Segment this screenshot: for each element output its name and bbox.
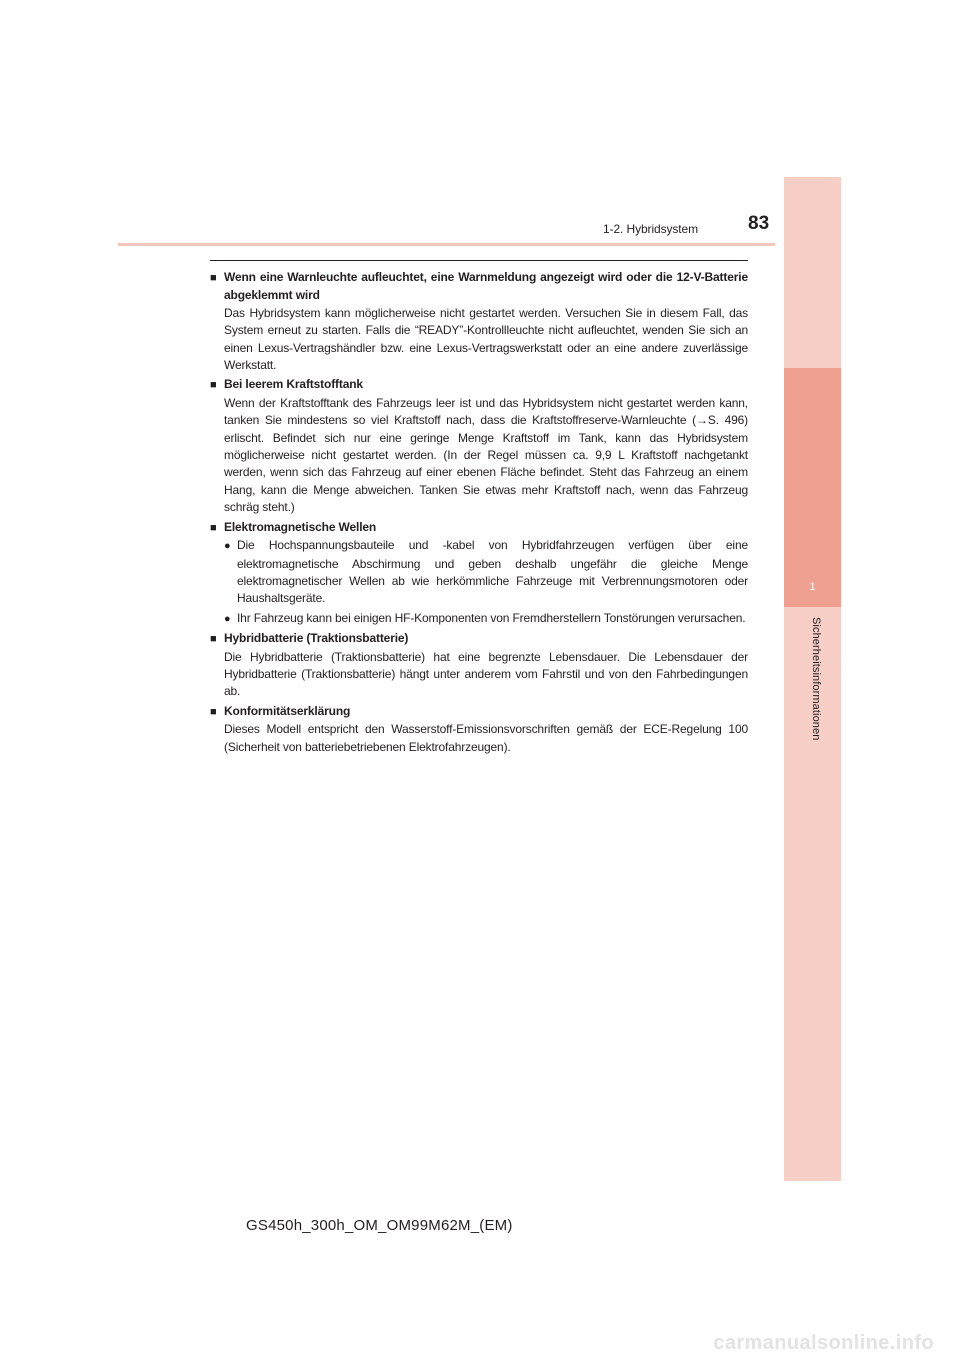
section-kraftstofftank	[210, 376, 748, 516]
square-bullet-icon: ■	[210, 521, 217, 534]
round-bullet-icon: ●	[224, 540, 231, 553]
square-bullet-icon: ■	[210, 272, 217, 284]
section-heading	[210, 519, 748, 537]
section-warnleuchte	[210, 269, 748, 374]
content	[210, 269, 748, 758]
content-rule	[210, 260, 748, 261]
section-elektromagnetische-wellen	[210, 519, 748, 628]
bullet-list	[210, 537, 748, 628]
list-item-text: Ihr Fahrzeug kann bei einigen HF-Komponenten von Fremdherstellern Tonstörungen verursachen.	[237, 610, 746, 625]
header-rule	[118, 243, 775, 246]
round-bullet-icon: ●	[224, 612, 231, 625]
section-heading-text: Konformitätserklärung	[224, 703, 351, 718]
section-body: Die Hybridbatterie (Traktionsbatterie) hat eine begrenzte Lebensdauer. Die Lebensdauer der Hybridbatterie (Traktionsbatterie) hängt unter anderem vom Fahrstil und von den Fahrbedingungen ab.	[224, 649, 748, 699]
square-bullet-icon: ■	[210, 633, 217, 646]
watermark: carmanualsonline.info	[713, 1332, 934, 1354]
page-number: 83	[748, 213, 770, 234]
square-bullet-icon: ■	[210, 379, 217, 392]
chapter-label: Sicherheitsinformationen	[810, 617, 822, 741]
section-heading	[210, 703, 748, 721]
section-body: Wenn der Kraftstofftank des Fahrzeugs leer ist und das Hybridsystem nicht gestartet werden kann, tanken Sie mindestens so viel Kraftstoff nach, dass die Kraftstoffreserve-Warnleuchte (→S. 496) erlischt. Befindet sich nur eine geringe Menge Kraftstoff im Tank, kann das Hybridsystem möglicherweise nicht gestartet werden. (In der Regel müssen ca. 9,9 L Kraftstoff nachgetankt werden, wenn sich das Fahrzeug auf einer ebenen Fläche befindet. Steht das Fahrzeug an einem Hang, kann die Menge abweichen. Tanken Sie etwas mehr Kraftstoff nach, wenn das Fahrzeug schräg steht.)	[224, 395, 748, 515]
section-heading-text: Bei leerem Kraftstofftank	[224, 377, 363, 392]
chapter-tab[interactable]	[784, 368, 841, 607]
section-body: Dieses Modell entspricht den Wasserstoff-Emissionsvorschriften gemäß der ECE-Regelung 100 (Sicherheit von batteriebetriebenen Elektrofahrzeugen).	[224, 722, 748, 754]
section-body: Das Hybridsystem kann möglicherweise nicht gestartet werden. Versuchen Sie in diesem Fall, das System erneut zu starten. Falls die “READY”-Kontrollleuchte nicht aufleuchtet, wenden Sie sich an einen Lexus-Vertragshändler bzw. eine Lexus-Vertragswerkstatt oder an eine andere zuverlässige Werkstatt.	[224, 305, 748, 373]
section-konformitaetserklaerung	[210, 703, 748, 756]
square-bullet-icon: ■	[210, 705, 217, 718]
list-item	[224, 537, 748, 608]
list-item-text: Die Hochspannungsbauteile und -kabel von Hybridfahrzeugen verfügen über eine elektromagnetische Abschirmung und geben deshalb ungefähr die gleiche Menge elektromagnetischer Wellen ab wie herkömmliche Fahrzeuge mit Verbrennungsmotoren oder Haushaltsgeräte.	[237, 538, 748, 606]
section-heading	[210, 269, 748, 305]
section-heading	[210, 630, 748, 648]
chapter-number: 1	[809, 581, 816, 593]
list-item	[224, 610, 748, 628]
document-code: GS450h_300h_OM_OM99M62M_(EM)	[246, 1217, 513, 1234]
section-heading-text: Wenn eine Warnleuchte aufleuchtet, eine Warnmeldung angezeigt wird oder die 12-V-Batterie abgeklemmt wird	[224, 270, 748, 303]
section-heading-text: Elektromagnetische Wellen	[224, 519, 377, 534]
section-heading	[210, 376, 748, 394]
section-hybridbatterie	[210, 630, 748, 701]
section-heading-text: Hybridbatterie (Traktionsbatterie)	[224, 631, 409, 646]
chapter-title: 1-2. Hybridsystem	[603, 222, 698, 236]
chapter-sidebar	[784, 177, 841, 1181]
